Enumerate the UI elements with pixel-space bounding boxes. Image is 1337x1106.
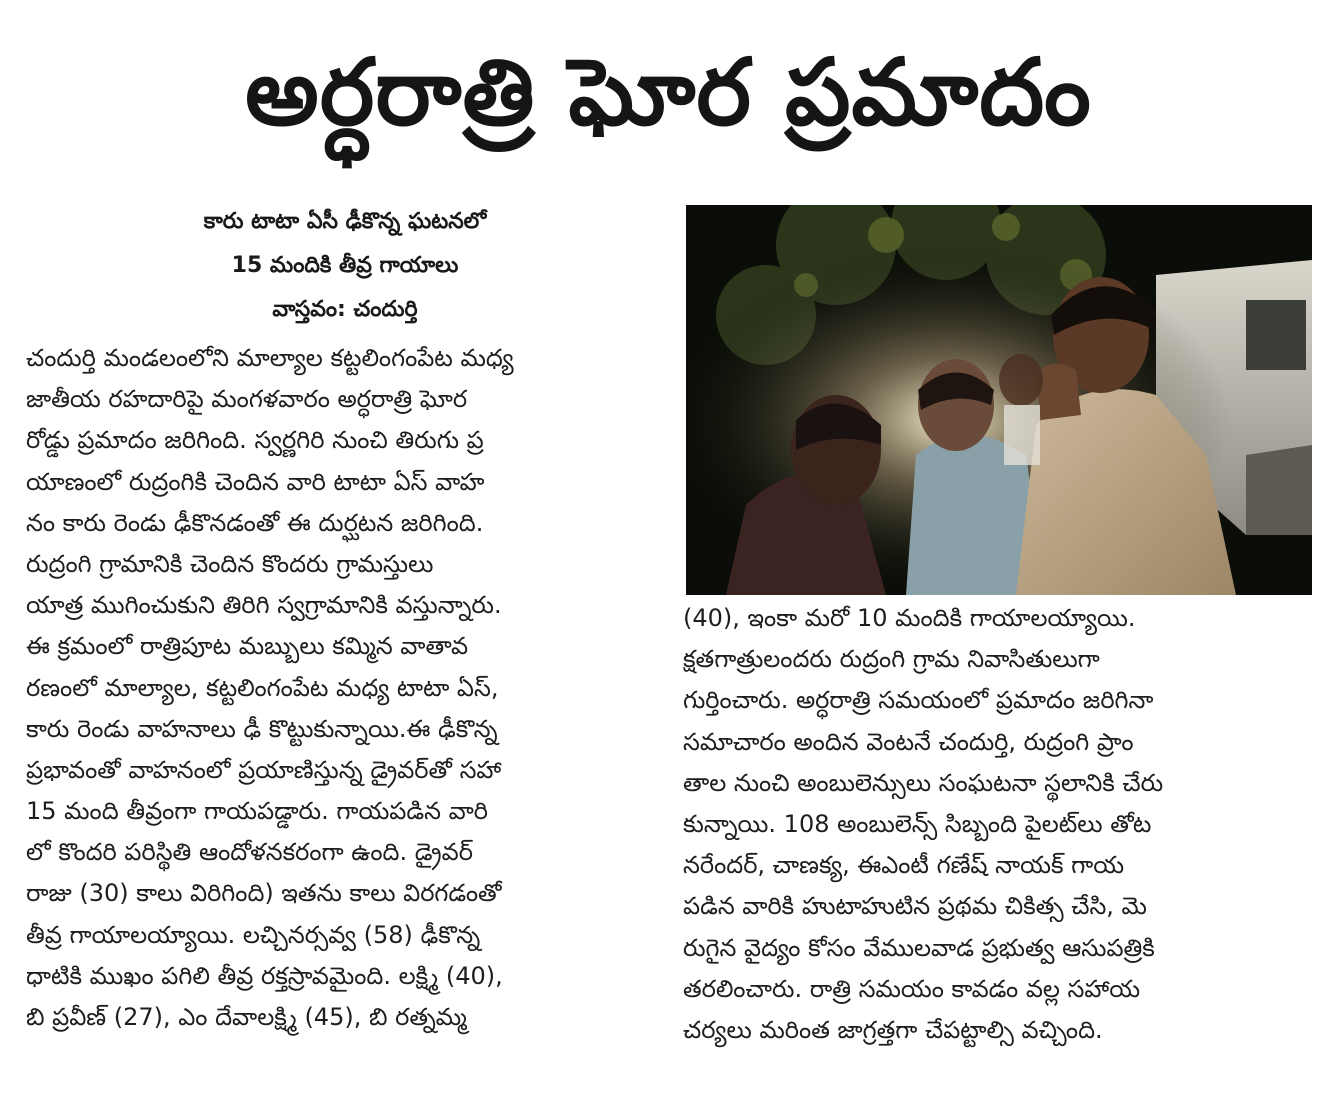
article-right-column	[683, 598, 1308, 1051]
article-line: కున్నాయి. 108 అంబులెన్స్ సిబ్బంది పైలట్‌లు తోట	[683, 809, 1152, 838]
article-line: తరలించారు. రాత్రి సమయం కావడం వల్ల సహాయ	[683, 974, 1141, 1003]
article-left-column	[26, 338, 662, 1038]
dateline: వాస్తవం: చందుర్తి	[272, 297, 418, 322]
article-line: తీవ్ర గాయాలయ్యాయి. లచ్చినర్సవ్వ (58) ఢీకొన్న	[26, 920, 481, 949]
article-line: యాత్ర ముగించుకుని తిరిగి స్వగ్రామానికి వస్తున్నారు.	[26, 591, 502, 620]
article-line: 15 మంది తీవ్రంగా గాయపడ్డారు. గాయపడిన వారి	[26, 797, 488, 826]
article-line: తాల నుంచి అంబులెన్సులు సంఘటనా స్థలానికి చేరు	[683, 768, 1164, 797]
article-line: నం కారు రెండు ఢీకొనడంతో ఈ దుర్ఘటన జరిగింది.	[26, 508, 484, 537]
article-line: రుగైన వైద్యం కోసం వేములవాడ ప్రభుత్వ ఆసుపత్రికి	[683, 933, 1155, 962]
article-line: పడిన వారికి హుటాహుటిన ప్రథమ చికిత్స చేసి, మె	[683, 892, 1147, 921]
article-line: రోడ్డు ప్రమాదం జరిగింది. స్వర్ణగిరి నుంచి తిరుగు ప్ర	[26, 426, 484, 455]
headline: అర్ధరాత్రి ఘోర ప్రమాదం	[245, 39, 1092, 146]
article-line: గుర్తించారు. అర్ధరాత్రి సమయంలో ప్రమాదం జరిగినా	[683, 686, 1154, 715]
article-line: బి ప్రవీణ్ (27), ఎం దేవాలక్ష్మి (45), బి రత్నమ్మ	[26, 1003, 467, 1031]
article-line: చర్యలు మరింత జాగ్రత్తగా చేపట్టాల్సి వచ్చింది.	[683, 1015, 1103, 1044]
article-line: ప్రభావంతో వాహనంలో ప్రయాణిస్తున్న డ్రైవర్‌తో సహా	[26, 755, 502, 784]
subheadings	[20, 200, 670, 332]
article-line: చందుర్తి మండలంలోని మాల్యాల కట్టలింగంపేట మధ్య	[26, 344, 514, 372]
article-line: ధాటికి ముఖం పగిలి తీవ్ర రక్తస్రావమైంది. లక్ష్మి (40),	[26, 961, 503, 990]
article-line: జాతీయ రహదారిపై మంగళవారం అర్ధరాత్రి ఘోర	[26, 385, 468, 414]
article-line: యాణంలో రుద్రంగికి చెందిన వారి టాటా ఏస్ వాహ	[26, 467, 485, 496]
article-line: రణంలో మాల్యాల, కట్టలింగంపేట మధ్య టాటా ఏస్,	[26, 673, 499, 702]
article-line: లో కొందరి పరిస్థితి ఆందోళనకరంగా ఉంది. డ్రైవర్	[26, 838, 473, 867]
article-line: (40), ఇంకా మరో 10 మందికి గాయాలయ్యాయి.	[683, 604, 1136, 632]
news-photo	[686, 205, 1312, 595]
subheading-injuries: 15 మందికి తీవ్ర గాయాలు	[231, 253, 459, 278]
article-line: రాజు (30) కాలు విరిగింది) ఇతను కాలు విరగడంతో	[26, 879, 502, 908]
article-line: క్షతగాత్రులందరు రుద్రంగి గ్రామ నివాసితులుగా	[683, 645, 1100, 674]
article-line: రుద్రంగి గ్రామానికి చెందిన కొందరు గ్రామస్తులు	[26, 549, 434, 578]
night-accident-scene-photo	[686, 205, 1312, 595]
article-line: కారు రెండు వాహనాలు ఢీ కొట్టుకున్నాయి.ఈ ఢీకొన్న	[26, 714, 498, 743]
article-line: నరేందర్, చాణక్య, ఈఎంటీ గణేష్ నాయక్ గాయ	[683, 851, 1125, 880]
article-line: సమాచారం అందిన వెంటనే చందుర్తి, రుద్రంగి ప్రాం	[683, 727, 1134, 756]
article-line: ఈ క్రమంలో రాత్రిపూట మబ్బులు కమ్మిన వాతావ	[26, 632, 469, 661]
subheading-incident: కారు టాటా ఏసీ ఢీకొన్న ఘటనలో	[203, 209, 487, 234]
